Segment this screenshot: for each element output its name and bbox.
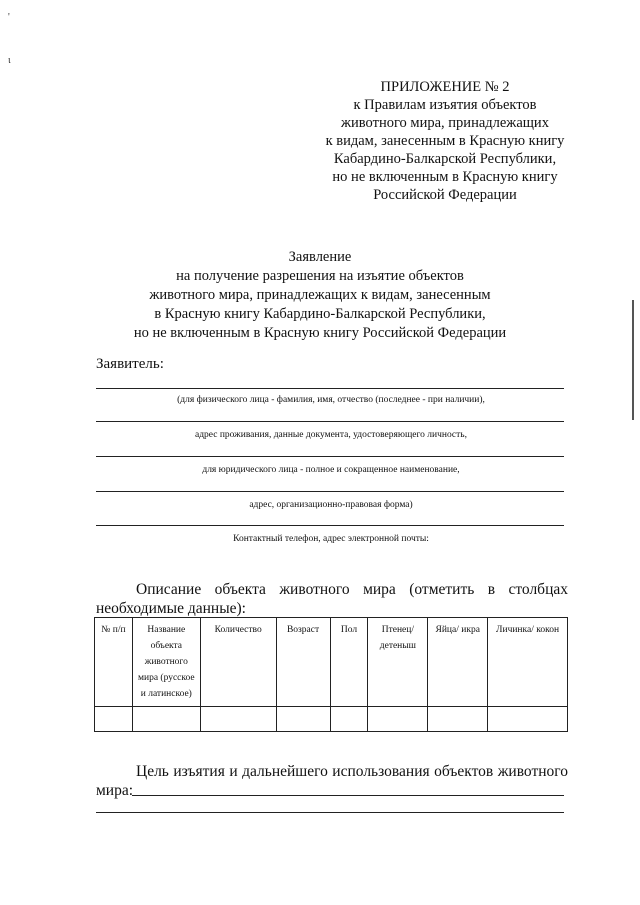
field-caption: (для физического лица - фамилия, имя, отчество (последнее - при наличии),	[177, 395, 485, 405]
applicant-org-line[interactable]	[96, 456, 564, 457]
col-header-chick: Птенец/ детеныш	[368, 618, 428, 707]
field-caption: Контактный телефон, адрес электронной почты:	[233, 534, 429, 544]
table-cell[interactable]	[276, 707, 330, 732]
document-title	[90, 248, 550, 343]
margin-mark: ι	[8, 55, 11, 66]
table-cell[interactable]	[368, 707, 428, 732]
table-row	[95, 707, 568, 732]
title-line: животного мира, принадлежащих к видам, занесенным	[149, 287, 491, 303]
col-header-sex: Пол	[330, 618, 368, 707]
field-caption: адрес проживания, данные документа, удостоверяющего личность,	[194, 430, 468, 440]
purpose-text: Цель изъятия и дальнейшего использования объектов животного мира:	[96, 763, 568, 799]
applicant-address-line[interactable]	[96, 491, 564, 492]
field-caption: адрес, организационно-правовая форма)	[249, 500, 413, 510]
header-line: к видам, занесенным в Красную книгу	[325, 133, 565, 149]
table-cell[interactable]	[132, 707, 200, 732]
col-header-age: Возраст	[276, 618, 330, 707]
purpose-line-2[interactable]	[96, 812, 564, 813]
table-cell[interactable]	[330, 707, 368, 732]
applicant-label: Заявитель:	[96, 356, 164, 372]
description-text: Описание объекта животного мира (отметить в столбцах необходимые данные):	[96, 581, 568, 617]
appendix-header	[300, 78, 590, 204]
header-line: Российской Федерации	[373, 187, 517, 203]
header-line: животного мира, принадлежащих	[341, 115, 549, 131]
table-cell[interactable]	[488, 707, 568, 732]
table-cell[interactable]	[200, 707, 276, 732]
scan-edge	[632, 300, 634, 420]
table-header-row	[95, 618, 568, 707]
title-line: на получение разрешения на изъятие объектов	[176, 268, 464, 284]
col-header-quantity: Количество	[200, 618, 276, 707]
animal-objects-table	[94, 617, 568, 732]
purpose-line[interactable]	[132, 795, 564, 796]
margin-mark: '	[8, 12, 10, 23]
applicant-id-line[interactable]	[96, 421, 564, 422]
field-caption: для юридического лица - полное и сокращенное наименование,	[202, 465, 460, 475]
col-header-number: № п/п	[95, 618, 133, 707]
header-line: к Правилам изъятия объектов	[353, 97, 537, 113]
applicant-contact-line[interactable]	[96, 525, 564, 526]
appendix-title: ПРИЛОЖЕНИЕ № 2	[380, 79, 510, 95]
header-line: но не включенным в Красную книгу	[332, 169, 558, 185]
table-cell[interactable]	[428, 707, 488, 732]
title-line: но не включенным в Красную книгу Российской Федерации	[133, 325, 507, 341]
header-line: Кабардино-Балкарской Республики,	[333, 151, 557, 167]
applicant-name-line[interactable]	[96, 388, 564, 389]
title-line: Заявление	[288, 249, 352, 265]
col-header-eggs: Яйца/ икра	[428, 618, 488, 707]
col-header-larva: Личинка/ кокон	[488, 618, 568, 707]
title-line: в Красную книгу Кабардино-Балкарской Республики,	[154, 306, 486, 322]
table-cell[interactable]	[95, 707, 133, 732]
col-header-name: Название объекта животного мира (русское и латинское)	[132, 618, 200, 707]
